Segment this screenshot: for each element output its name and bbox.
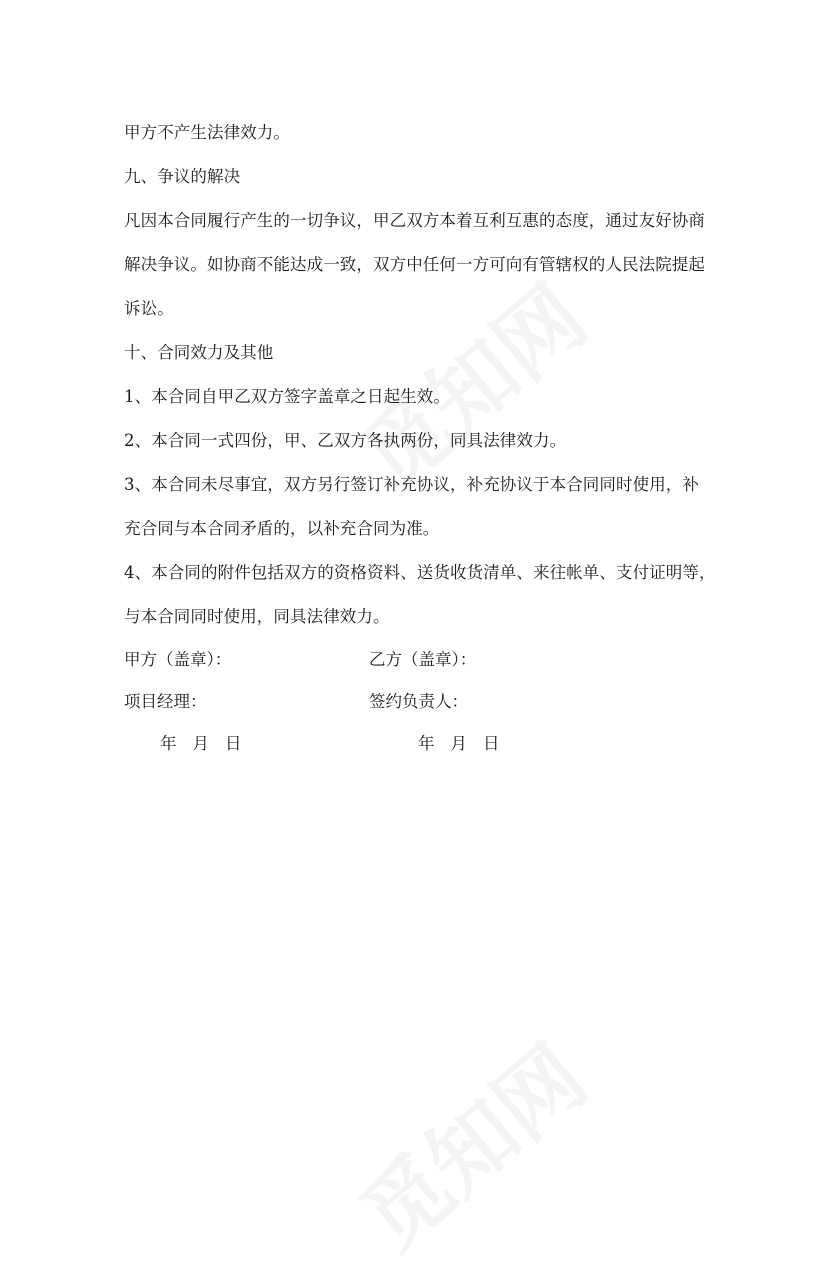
clause-line: 1、本合同自甲乙双方签字盖章之日起生效。 xyxy=(124,387,450,406)
date-month-label: 月 xyxy=(450,734,467,753)
paragraph-line: 解决争议。如协商不能达成一致，双方中任何一方可向有管辖权的人民法院提起 xyxy=(124,255,705,274)
section-heading: 九、争议的解决 xyxy=(124,167,241,186)
party-b-date xyxy=(418,723,516,765)
seal-row xyxy=(124,639,714,681)
clause-line: 2、本合同一式四份，甲、乙双方各执两份，同具法律效力。 xyxy=(124,431,567,450)
paragraph-line: 甲方不产生法律效力。 xyxy=(124,123,290,142)
clause-line: 3、本合同未尽事宜，双方另行签订补充协议，补充协议于本合同同时使用，补 xyxy=(124,475,699,494)
clause-line: 4、本合同的附件包括双方的资格资料、送货收货清单、来往帐单、支付证明等， xyxy=(124,563,716,582)
watermark xyxy=(330,1012,607,1272)
party-b-seal-label: 乙方（盖章）： xyxy=(369,650,477,669)
date-day-label: 日 xyxy=(225,734,242,753)
paragraph-line: 诉讼。 xyxy=(124,299,174,318)
clause-line: 与本合同同时使用，同具法律效力。 xyxy=(124,607,390,626)
date-year-label: 年 xyxy=(418,734,435,753)
clause-line: 充合同与本合同矛盾的，以补充合同为准。 xyxy=(124,519,440,538)
paragraph-line: 凡因本合同履行产生的一切争议，甲乙双方本着互利互惠的态度，通过友好协商 xyxy=(124,211,705,230)
date-year-label: 年 xyxy=(160,734,177,753)
date-day-label: 日 xyxy=(483,734,500,753)
date-month-label: 月 xyxy=(192,734,209,753)
document-body xyxy=(124,111,714,765)
section-heading: 十、合同效力及其他 xyxy=(124,343,274,362)
date-row xyxy=(124,723,714,765)
party-a-seal-label: 甲方（盖章）： xyxy=(124,650,232,669)
contract-signer-label: 签约负责人： xyxy=(369,692,468,711)
party-a-date xyxy=(160,723,258,765)
project-manager-label: 项目经理： xyxy=(124,692,207,711)
signer-row xyxy=(124,681,714,723)
